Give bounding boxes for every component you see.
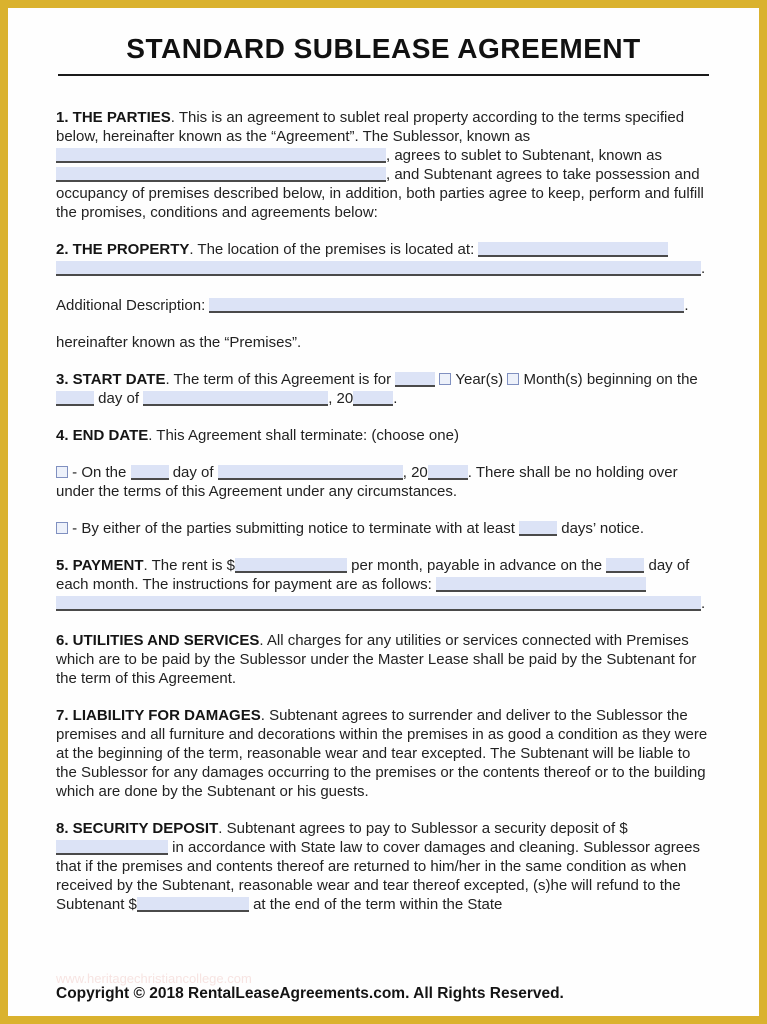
paragraph-additional-description: [56, 296, 711, 315]
section-heading: 7. LIABILITY FOR DAMAGES: [56, 707, 261, 724]
text-run: , agrees to sublet to Subtenant, known as: [386, 147, 663, 164]
text-run: . The rent is $: [143, 557, 235, 574]
paragraph-security-deposit: [56, 819, 711, 914]
checkbox-end-date-notice[interactable]: [56, 522, 68, 534]
checkbox-end-date-fixed[interactable]: [56, 466, 68, 478]
field-rent-amount[interactable]: [235, 558, 347, 573]
text-run: . Subtenant agrees to pay to Sublessor a security deposit of $: [218, 820, 628, 837]
section-heading: 6. UTILITIES AND SERVICES: [56, 632, 260, 649]
title-divider: [58, 74, 709, 76]
text-run: . This Agreement shall terminate: (choose one): [148, 427, 459, 444]
field-start-month[interactable]: [143, 391, 328, 406]
text-run: day of each month. The instructions for payment are as follows:: [56, 557, 690, 593]
field-notice-days[interactable]: [519, 521, 557, 536]
field-payment-day[interactable]: [606, 558, 644, 573]
copyright-text: Copyright © 2018 RentalLeaseAgreements.com. All Rights Reserved.: [56, 985, 564, 1002]
text-run: , 20: [328, 390, 354, 407]
field-property-address-line-1[interactable]: [478, 242, 668, 257]
text-run: - On the: [68, 464, 131, 481]
document-body: [56, 108, 711, 914]
section-heading: 4. END DATE: [56, 427, 149, 444]
paragraph-end-date-option-notice: [56, 519, 711, 538]
checkbox-term-months[interactable]: [507, 373, 519, 385]
paragraph-liability-for-damages: [56, 706, 711, 801]
field-property-address-line-2[interactable]: [56, 261, 701, 276]
section-heading: 5. PAYMENT: [56, 557, 144, 574]
text-run: day of: [168, 464, 218, 481]
field-start-day[interactable]: [56, 391, 94, 406]
paragraph-the-parties: [56, 108, 711, 222]
text-run: in accordance with State law to cover damages and cleaning. Sublessor agrees that if the premises and contents thereof are returned to him/her in the same condition as when received by the Subtenant, reasonable wear and tear thereof excepted, (s)he will refund to the Subtenant $: [56, 839, 700, 913]
field-security-deposit-amount[interactable]: [56, 840, 168, 855]
page-title: STANDARD SUBLEASE AGREEMENT: [126, 33, 641, 64]
paragraph-start-date: [56, 370, 711, 408]
field-payment-instructions-line-2[interactable]: [56, 596, 701, 611]
text-run: day of: [94, 390, 144, 407]
text-run: . The location of the premises is located at:: [189, 241, 479, 258]
section-heading: 1. THE PARTIES: [56, 109, 171, 126]
field-end-year[interactable]: [428, 465, 468, 480]
field-sublessor-name[interactable]: [56, 148, 386, 163]
text-run: . This is an agreement to sublet real property according to the terms specified below, hereinafter known as the “Agreement”. The Sublessor, known as: [56, 109, 685, 145]
checkbox-term-years[interactable]: [439, 373, 451, 385]
document-content: [8, 8, 759, 932]
paragraph-end-date: [56, 426, 711, 445]
text-run: .: [393, 390, 398, 407]
field-end-month[interactable]: [218, 465, 403, 480]
text-run: .: [701, 260, 706, 277]
watermark-text: www.heritagechristiancollege.com: [56, 971, 252, 986]
paragraph-payment: [56, 556, 711, 613]
paragraph-premises-definition: [56, 333, 711, 352]
text-run: hereinafter known as the “Premises”.: [56, 334, 302, 351]
paragraph-end-date-option-fixed: [56, 463, 711, 501]
text-run: at the end of the term within the State: [248, 896, 503, 913]
field-additional-description[interactable]: [209, 298, 684, 313]
text-run: . The term of this Agreement is for: [165, 371, 396, 388]
field-term-length[interactable]: [395, 372, 435, 387]
field-refund-amount[interactable]: [137, 897, 249, 912]
text-run: Additional Description:: [56, 297, 210, 314]
section-heading: 8. SECURITY DEPOSIT: [56, 820, 219, 837]
text-run: . All charges for any utilities or services connected with Premises which are to be paid by the Sublessor under the Master Lease shall be paid by the Subtenant for the term of this Agreement.: [56, 632, 697, 687]
text-run: .: [684, 297, 689, 314]
text-run: - By either of the parties submitting notice to terminate with at least: [68, 520, 520, 537]
field-payment-instructions-line-1[interactable]: [436, 577, 646, 592]
field-start-year[interactable]: [353, 391, 393, 406]
section-heading: 3. START DATE: [56, 371, 166, 388]
field-subtenant-name[interactable]: [56, 167, 386, 182]
text-run: Year(s): [451, 371, 508, 388]
text-run: . Subtenant agrees to surrender and deliver to the Sublessor the premises and all furniture and decorations within the premises in as good a condition as they were at the beginning of the term, reasonable wear and tear excepted. The Subtenant will be liable to the Sublessor for any damages occurring to the premises or the contents thereof or to the building which are done by the Subtenant or his guests.: [56, 707, 708, 800]
section-heading: 2. THE PROPERTY: [56, 241, 190, 258]
text-run: , 20: [402, 464, 428, 481]
text-run: , and Subtenant agrees to take possession and occupancy of premises described below, in addition, both parties agree to keep, perform and fulfill the promises, conditions and agreements below:: [56, 166, 704, 221]
text-run: per month, payable in advance on the: [346, 557, 607, 574]
text-run: .: [701, 595, 706, 612]
text-run: . There shall be no holding over under the terms of this Agreement under any circumstances.: [56, 464, 678, 500]
paragraph-utilities-and-services: [56, 631, 711, 688]
paragraph-the-property: [56, 240, 711, 278]
text-run: Month(s) beginning on the: [519, 371, 698, 388]
document-footer: [8, 972, 759, 1016]
text-run: days’ notice.: [557, 520, 645, 537]
field-end-day[interactable]: [131, 465, 169, 480]
